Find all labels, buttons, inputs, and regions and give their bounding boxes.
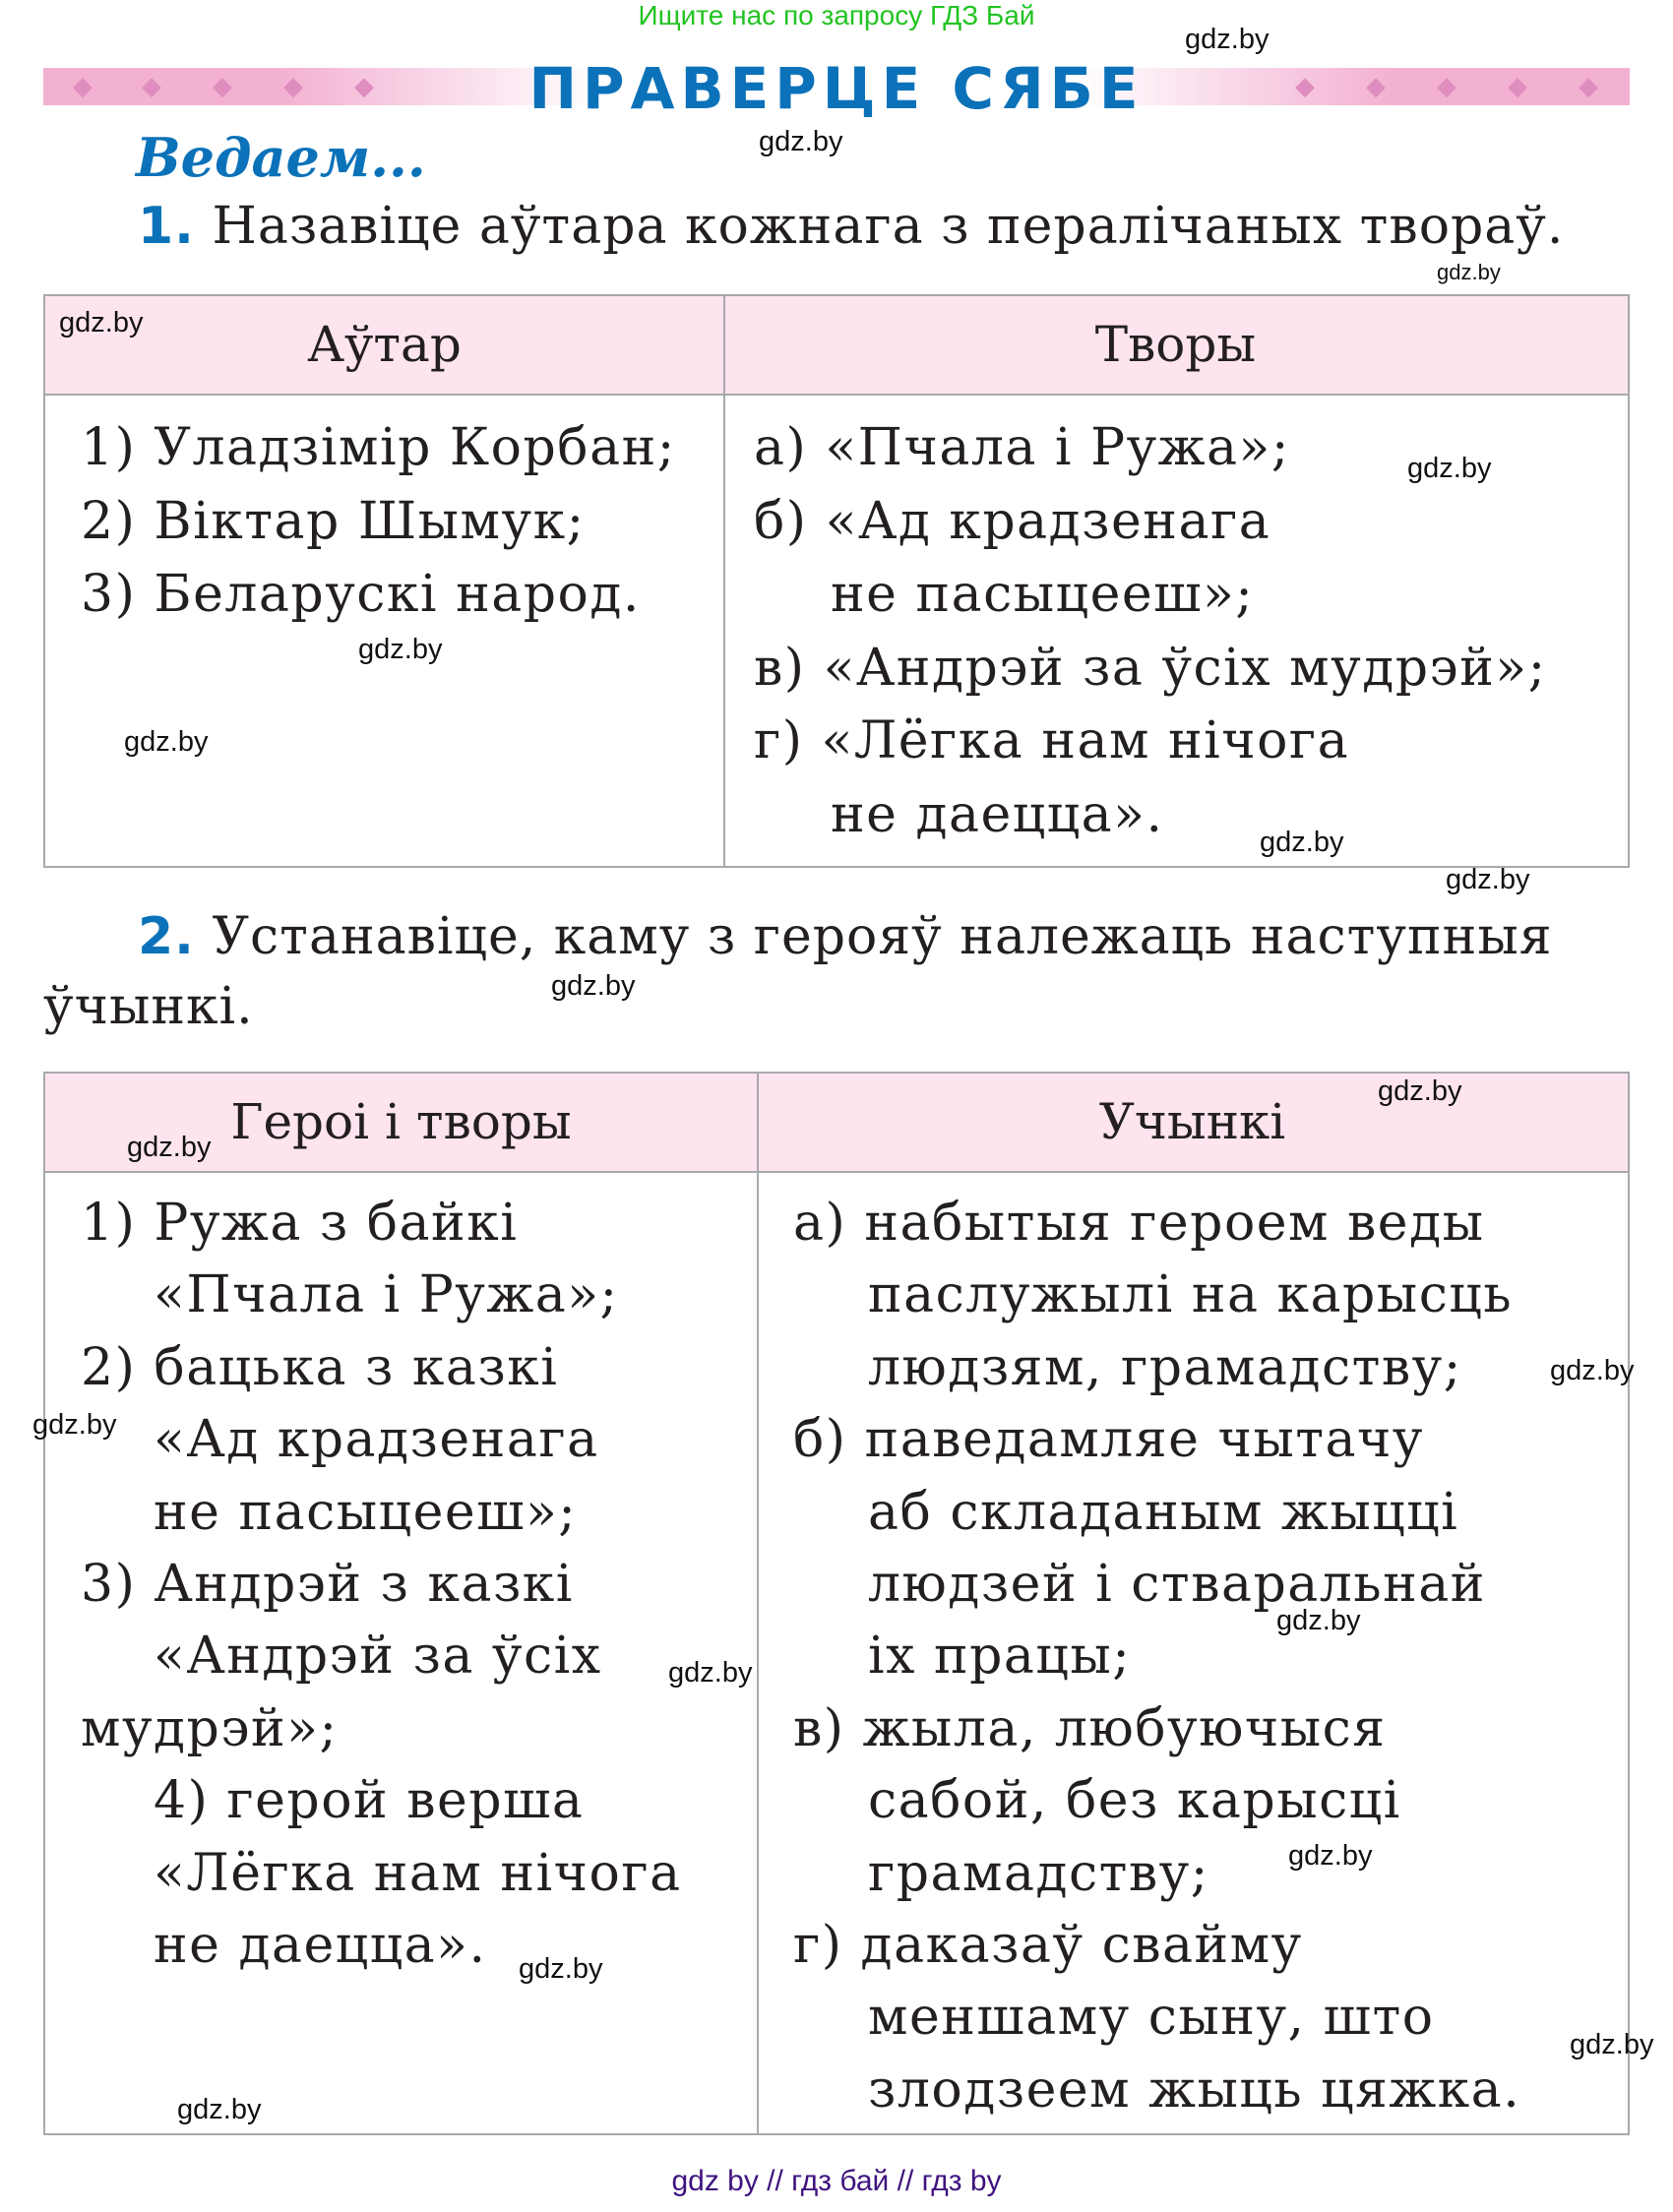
ornament-icon: ◆ bbox=[73, 72, 93, 101]
header-works: Творы bbox=[1094, 316, 1257, 373]
cell-line: людзей і стваральнай bbox=[868, 1555, 1486, 1614]
column-divider bbox=[723, 296, 725, 866]
cell-line: сабой, без карысці bbox=[868, 1771, 1401, 1831]
watermark: gdz.by bbox=[1378, 1075, 1462, 1107]
cell-line: 4) герой верша bbox=[154, 1771, 585, 1831]
cell-line: г) «Лёгка нам нічога bbox=[754, 711, 1350, 770]
cell-line: меншаму сыну, што bbox=[868, 1988, 1435, 2048]
cell-line: а) «Пчала і Ружа»; bbox=[754, 418, 1290, 477]
question-text: Назавіце аўтара кожнага з пералічаных твораў. bbox=[212, 197, 1565, 256]
cell-line: аб складаным жыцці bbox=[868, 1482, 1459, 1542]
cell-line: «Лёгка нам нічога bbox=[154, 1843, 682, 1903]
watermark: gdz.by bbox=[177, 2094, 262, 2125]
cell-line: «Андрэй за ўсіх bbox=[154, 1627, 602, 1687]
cell-line: в) жыла, любуючыся bbox=[793, 1698, 1387, 1758]
ornament-icon: ◆ bbox=[213, 72, 232, 101]
cell-line: мудрэй»; bbox=[81, 1698, 339, 1758]
section-subtitle: Ведаем... bbox=[136, 126, 426, 189]
question-1 bbox=[138, 197, 1564, 256]
header-heroes: Героі і творы bbox=[230, 1093, 572, 1150]
cell-line: 2) Віктар Шымук; bbox=[81, 491, 586, 551]
ornament-icon: ◆ bbox=[1366, 72, 1386, 101]
cell-line: а) набытыя героем веды bbox=[793, 1194, 1485, 1253]
watermark: gdz.by bbox=[1550, 1355, 1635, 1386]
cell-line: паслужылі на карысць bbox=[868, 1265, 1514, 1325]
table-header bbox=[45, 296, 1628, 396]
watermark: gdz.by bbox=[551, 970, 636, 1002]
cell-line: людзям, грамадству; bbox=[868, 1337, 1462, 1397]
top-link[interactable]: Ищите нас по запросу ГДЗ Бай bbox=[638, 0, 1035, 31]
watermark: gdz.by bbox=[1437, 260, 1501, 284]
cell-line: г) даказаў свайму bbox=[793, 1916, 1303, 1975]
cell-line: «Ад крадзенага bbox=[154, 1410, 599, 1470]
cell-line: в) «Андрэй за ўсіх мудрэй»; bbox=[754, 638, 1547, 698]
cell-line: 3) Андрэй з казкі bbox=[81, 1555, 574, 1614]
ornament-icon: ◆ bbox=[142, 72, 161, 101]
watermark: gdz.by bbox=[1185, 24, 1270, 55]
page-title: ПРАВЕРЦЕ СЯБЕ bbox=[528, 55, 1145, 122]
cell-line: 2) бацька з казкі bbox=[81, 1337, 559, 1397]
watermark: gdz.by bbox=[1260, 827, 1344, 858]
cell-line: б) «Ад крадзенага bbox=[754, 491, 1271, 551]
cell-line: злодзеем жыць цяжка. bbox=[868, 2059, 1521, 2120]
cell-line: не даецца». bbox=[831, 784, 1164, 844]
footer-links[interactable]: gdz by // гдз бай // гдз by bbox=[671, 2165, 1002, 2197]
watermark: gdz.by bbox=[1288, 1840, 1373, 1872]
ornament-icon: ◆ bbox=[283, 72, 303, 101]
question-number: 2. bbox=[138, 907, 195, 966]
cell-line: 1) Уладзімір Корбан; bbox=[81, 418, 676, 477]
watermark: gdz.by bbox=[32, 1409, 117, 1441]
cell-line: «Пчала і Ружа»; bbox=[154, 1265, 619, 1325]
watermark: gdz.by bbox=[59, 307, 144, 338]
cell-line: іх працы; bbox=[868, 1627, 1132, 1687]
ornament-icon: ◆ bbox=[1295, 72, 1315, 101]
cell-line: 1) Ружа з байкі bbox=[81, 1194, 519, 1253]
question-number: 1. bbox=[138, 197, 195, 256]
ornament-icon: ◆ bbox=[1508, 72, 1527, 101]
header-deeds: Учынкі bbox=[1098, 1093, 1286, 1150]
table-heroes bbox=[43, 1072, 1630, 2135]
question-2-line2: ўчынкі. bbox=[43, 977, 254, 1036]
watermark: gdz.by bbox=[124, 726, 209, 758]
cell-line: б) паведамляе чытачу bbox=[793, 1410, 1424, 1470]
ornament-icon: ◆ bbox=[1437, 72, 1456, 101]
question-2-line1 bbox=[138, 907, 1553, 966]
ornament-icon: ◆ bbox=[1579, 72, 1598, 101]
watermark: gdz.by bbox=[1407, 453, 1492, 484]
ornament-icon: ◆ bbox=[354, 72, 374, 101]
cell-line: не пасыцееш»; bbox=[154, 1482, 578, 1542]
watermark: gdz.by bbox=[1446, 864, 1530, 895]
watermark: gdz.by bbox=[1276, 1605, 1361, 1636]
watermark: gdz.by bbox=[519, 1953, 603, 1985]
header-author: Аўтар bbox=[307, 316, 462, 373]
cell-line: грамадству; bbox=[868, 1843, 1209, 1903]
watermark: gdz.by bbox=[127, 1132, 212, 1163]
cell-line: 3) Беларускі народ. bbox=[81, 565, 641, 624]
watermark: gdz.by bbox=[358, 634, 443, 665]
column-divider bbox=[757, 1074, 759, 2133]
watermark: gdz.by bbox=[1570, 2029, 1654, 2060]
table-authors bbox=[43, 294, 1630, 868]
watermark: gdz.by bbox=[759, 126, 843, 157]
cell-line: не даецца». bbox=[154, 1916, 487, 1975]
cell-line: не пасыцееш»; bbox=[831, 565, 1255, 624]
question-text: Устанавіце, каму з герояў належаць наступныя bbox=[212, 907, 1553, 966]
watermark: gdz.by bbox=[668, 1657, 753, 1689]
